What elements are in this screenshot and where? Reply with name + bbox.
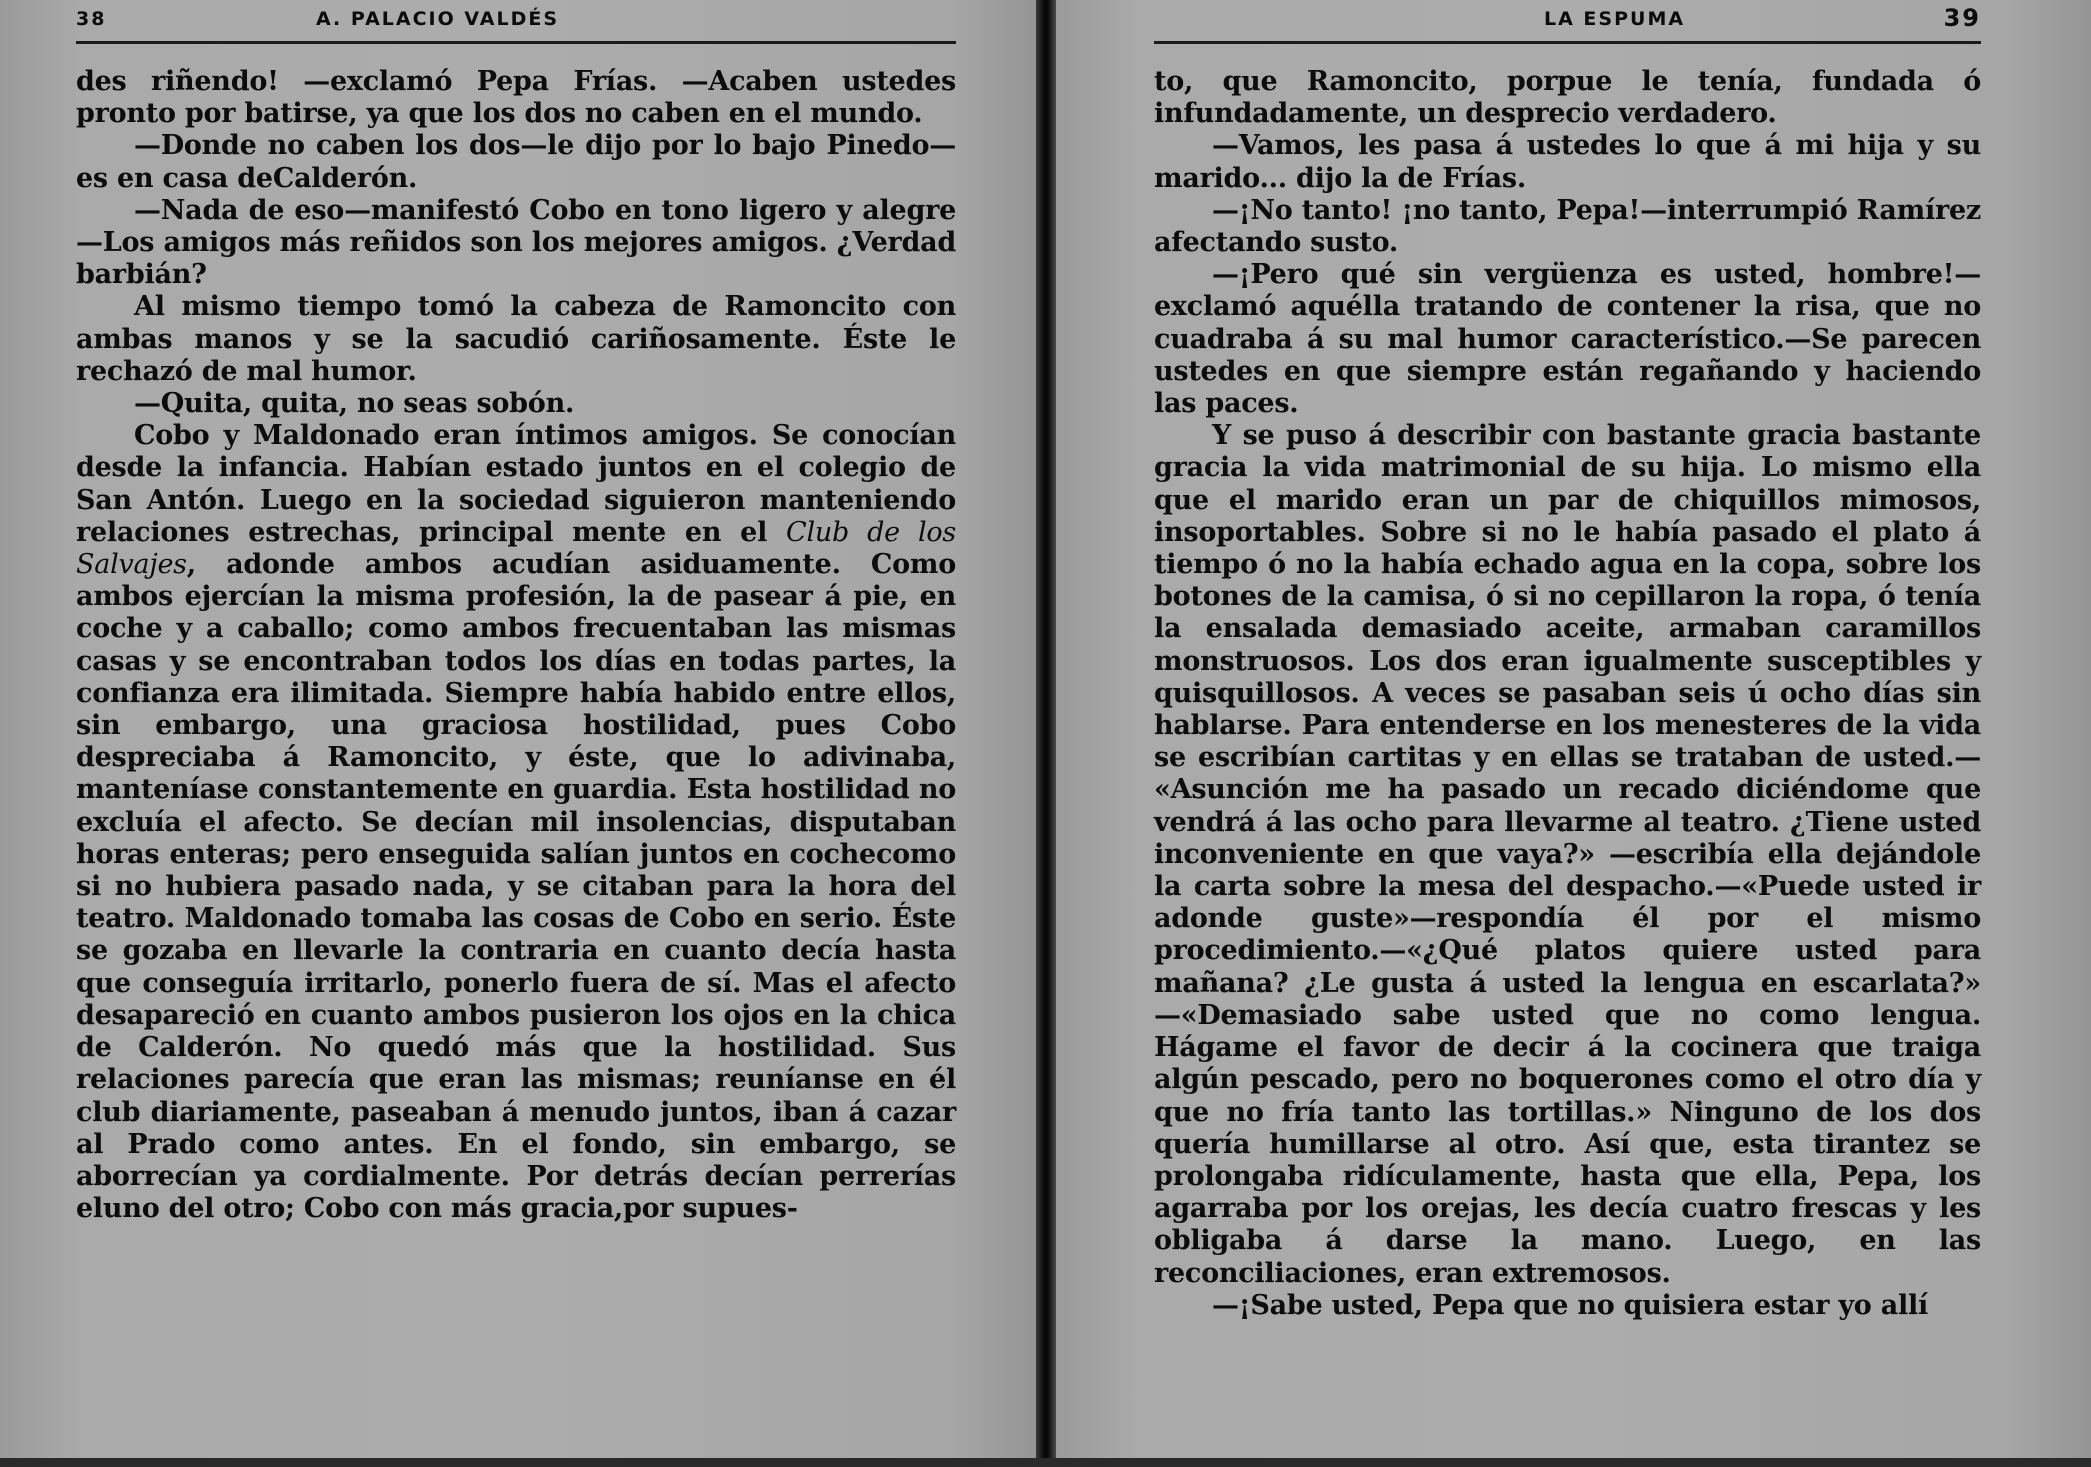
paragraph-text: Cobo y Maldonado eran íntimos amigos. Se conocían desde la infancia. Habían estado juntos en el colegio de San Antón. Luego en la sociedad siguieron manteniendo relaciones estrechas, principal mente en el — [76, 420, 956, 548]
right-page-text — [1154, 66, 1981, 1322]
bottom-edge — [0, 1458, 2091, 1467]
book-gutter — [1036, 0, 1056, 1467]
paragraph: Y se puso á describir con bastante gracia bastante gracia la vida matrimonial de su hija. Lo mismo ella que el marido eran un par de chiquillos mimosos, insoportables. Sobre si no le había pasado el plato á tiempo ó no la había echado agua en la copa, sobre los botones de la camisa, ó si no cepillaron la ropa, ó tenía la ensalada demasiado aceite, armaban caramillos monstruosos. Los dos eran igualmente susceptibles y quisquillosos. A veces se pasaban seis ú ocho días sin hablarse. Para entenderse en los menesteres de la vida se escribían cartitas y en ellas se trataban de usted.— «Asunción me ha pasado un recado diciéndome que vendrá á las ocho para llevarme al teatro. ¿Tiene usted inconveniente en que vaya?» —escribía ella dejándole la carta sobre la mesa del despacho.—«Puede usted ir adonde guste»—respondía él por el mismo procedimiento.—«¿Qué platos quiere usted para mañana? ¿Le gusta á usted la lengua en escarlata?» —«Demasiado sabe usted que no como lengua. Hágame el favor de decir á la cocinera que traiga algún pescado, pero no boquerones como el otro día y que no fría tanto las tortillas.» Ninguno de los dos quería humillarse al otro. Así que, esta tirantez se prolongaba ridículamente, hasta que ella, Pepa, los agarraba por los orejas, les decía cuatro frescas y les obligaba á darse la mano. Luego, en las reconciliaciones, eran extremosos. — [1154, 420, 1981, 1289]
paragraph: to, que Ramoncito, porpue le tenía, fundada ó infundadamente, un desprecio verdadero. — [1154, 66, 1981, 130]
left-page-text — [76, 66, 956, 1225]
paragraph: Al mismo tiempo tomó la cabeza de Ramoncito con ambas manos y se la sacudió cariñosamente. Éste le rechazó de mal humor. — [76, 291, 956, 387]
right-running-title: LA ESPUMA — [1544, 8, 1686, 30]
paragraph — [76, 420, 956, 1225]
paragraph: —¡Sabe usted, Pepa que no quisiera estar yo allí — [1212, 1289, 1928, 1321]
paragraph: —Nada de eso—manifestó Cobo en tono ligero y alegre—Los amigos más reñidos son los mejores amigos. ¿Verdad barbián? — [76, 194, 956, 291]
paragraph: —Donde no caben los dos—le dijo por lo bajo Pinedo—es en casa deCalderón. — [76, 130, 956, 194]
paragraph: —Vamos, les pasa á ustedes lo que á mi hija y su marido... dijo la de Frías. — [1154, 130, 1981, 194]
paragraph: —¡Pero qué sin vergüenza es usted, hombre!— exclamó aquélla tratando de contener la risa, que no cuadraba á su mal humor característico.—Se parecen ustedes en que siempre están regañando y haciendo las paces. — [1154, 259, 1981, 420]
right-header-rule — [1154, 41, 1981, 44]
left-page-number: 38 — [76, 8, 107, 30]
paragraph: des riñendo! —exclamó Pepa Frías. —Acaben ustedes pronto por batirse, ya que los dos no caben en el mundo. — [76, 66, 956, 130]
left-running-title: A. PALACIO VALDÉS — [316, 8, 560, 30]
left-running-head — [76, 0, 956, 44]
right-running-head — [1154, 0, 1981, 44]
paragraph: —¡No tanto! ¡no tanto, Pepa!—interrumpió Ramírez afectando susto. — [1154, 194, 1981, 259]
paragraph-text: , adonde ambos acudían asiduamente. Como ambos ejercían la misma profesión, la de pasear á pie, en coche y a caballo; como ambos frecuentaban las mismas casas y se encontraban todos los días en todas partes, la confianza era ilimitada. Siempre había habido entre ellos, sin embargo, una graciosa hostilidad, pues Cobo despreciaba á Ramoncito, y éste, que lo adivinaba, manteníase constantemente en guardia. Esta hostilidad no excluía el afecto. Se decían mil insolencias, disputaban horas enteras; pero enseguida salían juntos en cochecomo si no hubiera pasado nada, y se citaban para la hora del teatro. Maldonado tomaba las cosas de Cobo en serio. Éste se gozaba en llevarle la contraria en cuanto decía hasta que conseguía irritarlo, ponerlo fuera de sí. Mas el afecto desapareció en cuanto ambos pusieron los ojos en la chica de Calderón. No quedó más que la hostilidad. Sus relaciones parecía que eran las mismas; reuníanse en él club diariamente, paseaban á menudo juntos, iban á cazar al Prado como antes. En el fondo, sin embargo, se aborrecían ya cordialmente. Por detrás decían perrerías eluno del otro; Cobo con más gracia,por supues- — [76, 549, 956, 1225]
right-page-number: 39 — [1943, 4, 1981, 32]
paragraph: —Quita, quita, no seas sobón. — [134, 388, 575, 420]
right-page — [1056, 0, 2091, 1458]
italic-club-name: Club de los Salvajes — [76, 516, 957, 581]
left-page — [0, 0, 1036, 1458]
left-header-rule — [76, 41, 956, 44]
